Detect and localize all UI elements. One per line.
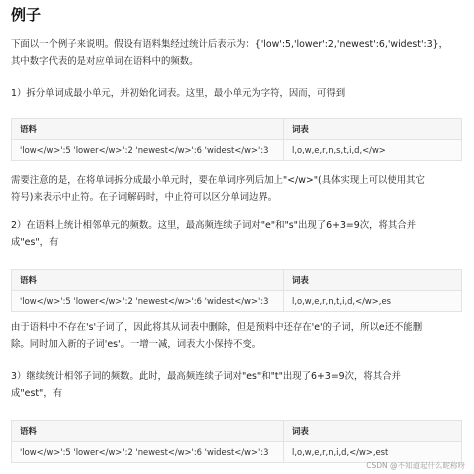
vocab-header: 词表	[284, 270, 462, 291]
step1-paragraph	[11, 86, 469, 103]
vocab-table-1	[11, 118, 462, 161]
note-line-2: 符号)来表示中止符。在子词解码时，中止符可以区分单词边界。	[11, 191, 278, 203]
corpus-header: 语料	[12, 270, 284, 291]
note-paragraph	[11, 173, 469, 206]
step3-line-2: 成"est"，有	[11, 387, 63, 399]
corpus-cell: 'low</w>':5 'lower</w>':2 'newest</w>':6 'widest</w>':3	[12, 140, 284, 161]
table-header-row	[12, 421, 462, 442]
intro-paragraph	[11, 37, 469, 70]
step3-paragraph	[11, 369, 469, 402]
vocab-table-3	[11, 420, 462, 463]
vocab-table-2	[11, 269, 462, 312]
intro-line-1: 下面以一个例子来说明。假设有语料集经过统计后表示为：{'low':5,'lower':2,'newest':6,'widest':3}，	[11, 39, 449, 50]
step2-line-2: 成"es"，有	[11, 236, 59, 248]
corpus-header: 语料	[12, 119, 284, 140]
vocab-header: 词表	[284, 119, 462, 140]
corpus-header: 语料	[12, 421, 284, 442]
step2-paragraph	[11, 218, 469, 251]
vocab-cell: l,o,w,e,r,n,i,d,</w>,est	[284, 442, 462, 463]
vocab-header: 词表	[284, 421, 462, 442]
watermark: CSDN @不知道起什么昵称呀	[366, 461, 465, 470]
note-line-1: 需要注意的是，在将单词拆分成最小单元时，要在单词序列后加上"</w>"(具体实现上可以使用其它	[11, 175, 425, 186]
table-row	[12, 140, 462, 161]
explain-line-1: 由于语料中不存在's'子词了，因此将其从词表中删除，但是预料中还存在'e'的子词，所以e还不能删	[11, 322, 423, 333]
step1-line: 1）拆分单词成最小单元，并初始化词表。这里，最小单元为字符，因而，可得到	[11, 88, 346, 99]
step2-line-1: 2）在语料上统计相邻单元的频数。这里，最高频连续子词对"e"和"s"出现了6+3=9次，将其合并	[11, 220, 416, 231]
table-header-row	[12, 119, 462, 140]
explain-paragraph	[11, 320, 469, 353]
section-heading: 例子	[11, 6, 42, 24]
table-row	[12, 291, 462, 312]
vocab-cell: l,o,w,e,r,n,t,i,d,</w>,es	[284, 291, 462, 312]
corpus-cell: 'low</w>':5 'lower</w>':2 'newest</w>':6 'widest</w>':3	[12, 291, 284, 312]
table-header-row	[12, 270, 462, 291]
explain-line-2: 除。同时加入新的子词'es'。一增一减，词表大小保持不变。	[11, 338, 262, 350]
vocab-cell: l,o,w,e,r,n,s,t,i,d,</w>	[284, 140, 462, 161]
corpus-cell: 'low</w>':5 'lower</w>':2 'newest</w>':6 'widest</w>':3	[12, 442, 284, 463]
step3-line-1: 3）继续统计相邻子词的频数。此时，最高频连续子词对"es"和"t"出现了6+3=9次，将其合并	[11, 371, 401, 382]
intro-line-2: 其中数字代表的是对应单词在语料中的频数。	[11, 55, 199, 67]
